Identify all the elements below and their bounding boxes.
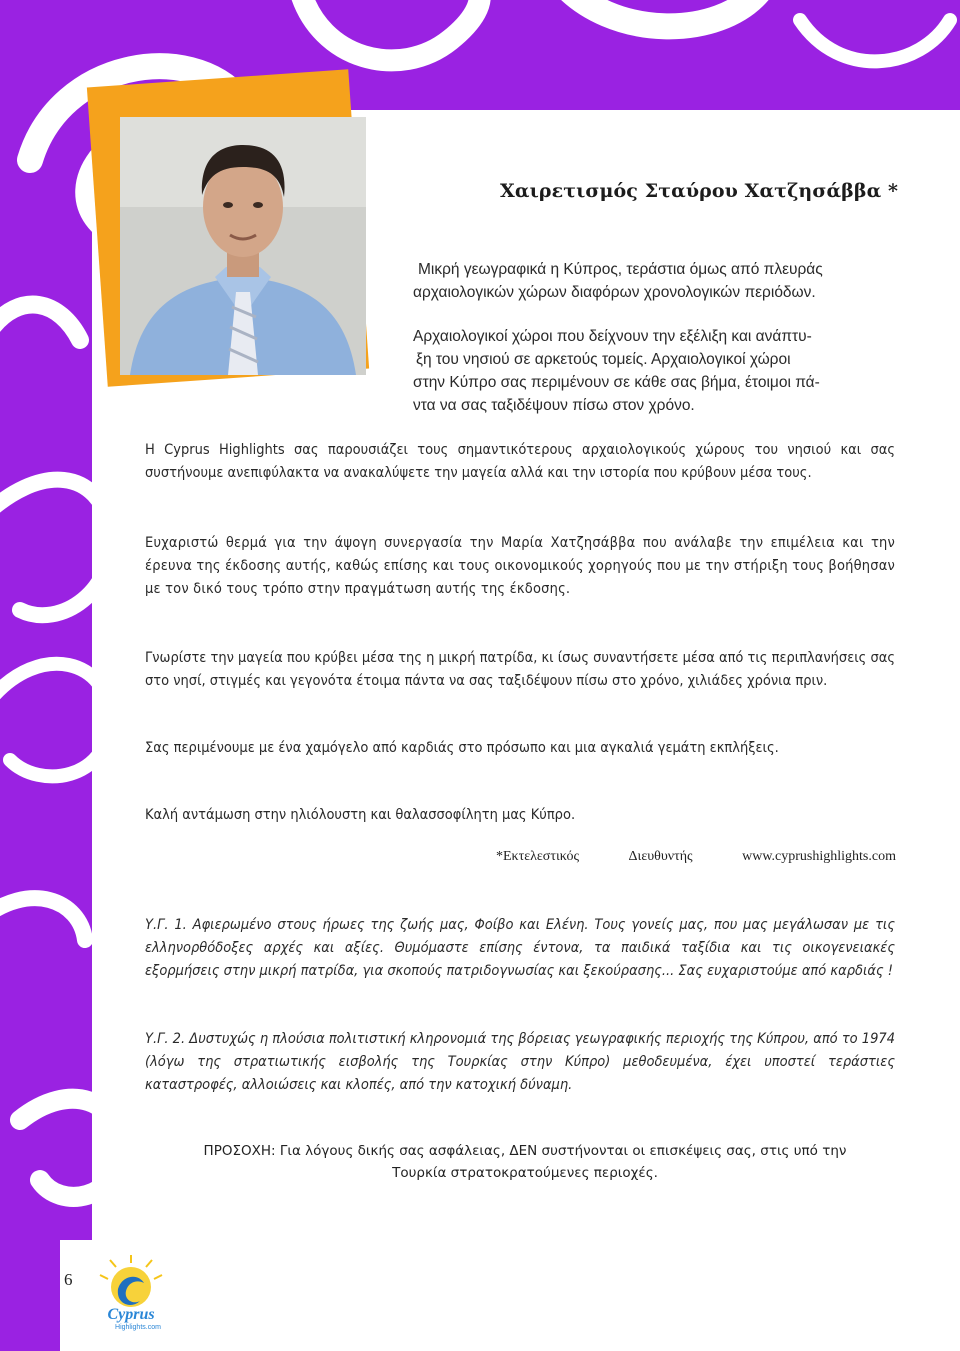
intro-line: Αρχαιολογικοί χώροι που δείχνουν την εξέλιξη και ανάπτυ- (413, 328, 812, 345)
signature (496, 849, 896, 865)
paragraph-farewell: Καλή αντάμωση στην ηλιόλουστη και θαλασσοφίλητη μας Κύπρο. (145, 807, 576, 823)
paragraph-thanks: Ευχαριστώ θερμά για την άψογη συνεργασία την Μαρία Χατζησάββα που ανάλαβε την επιμέλεια και την έρευνα της έκδοσης αυτής, καθώς επίσης και τους οικονομικούς χορηγούς που με την στήριξη τους βοήθησαν με τον δικό τους τρόπο στην πραγμάτωση αυτής της έκδοσης. (145, 535, 895, 597)
intro-line: στην Κύπρο σας περιμένουν σε κάθε σας βήμα, έτοιμοι πά- (413, 374, 820, 391)
warning-line: Τουρκία στρατοκρατούμενες περιοχές. (392, 1165, 658, 1181)
cyprus-highlights-logo (86, 1255, 176, 1335)
signature-role: *Εκτελεστικός (496, 849, 580, 864)
intro-line: αρχαιολογικών χώρων διαφόρων χρονολογικών περιόδων. (413, 284, 816, 301)
postscript-2: Υ.Γ. 2. Δυστυχώς η πλούσια πολιτιστική κληρονομιά της βόρειας γεωγραφικής περιοχής της Κύπρου, από το 1974 (λόγω της στρατιωτικής εισβολής της Τουρκίας στην Κύπρο) μεθοδευμένα, έχει υποστεί τεράστιες καταστροφές, αλλοιώσεις και κλοπές, από την κατοχική δύναμη. (145, 1031, 895, 1093)
page-title: Χαιρετισμός Σταύρου Χατζησάββα * (500, 180, 899, 202)
intro-line: ντα να σας ταξιδέψουν πίσω στον χρόνο. (413, 397, 695, 414)
paragraph-discover: Γνωρίστε την μαγεία που κρύβει μέσα της η μικρή πατρίδα, κι ίσως συναντήσετε μέσα από τις περιπλανήσεις σας στο νησί, στιγμές και γεγονότα έτοιμα πάντα να σας ταξιδέψουν πίσω στο χρόνο, χιλιάδες χρόνια πριν. (145, 650, 895, 689)
paragraph-highlights: Η Cyprus Highlights σας παρουσιάζει τους σημαντικότερους αρχαιολογικούς χώρους του νησιού και σας συστήνουμε ανεπιφύλακτα να ανακαλύψετε την μαγεία αλλά και την ιστορία που κρύβουν μέσα τους. (145, 442, 895, 481)
paragraph-welcome: Σας περιμένουμε με ένα χαμόγελο από καρδιάς στο πρόσωπο και μια αγκαλιά γεμάτη εκπλήξεις. (145, 740, 779, 756)
signature-website[interactable]: www.cyprushighlights.com (742, 849, 896, 864)
postscript-1: Υ.Γ. 1. Αφιερωμένο στους ήρωες της ζωής μας, Φοίβο και Ελένη. Τους γονείς μας, που μας μεγάλωσαν με τις ελληνορθόδοξες αρχές και αξίες. Θυμόμαστε επίσης έντονα, τα παιδικά ταξίδια και τις οικογενειακές εξορμήσεις στην μικρή πατρίδα, για σκοπούς πατριδογνωσίας και ξεκούρασης... Σας ευχαριστούμε από καρδιάς ! (145, 917, 895, 979)
page-number: 6 (64, 1270, 73, 1289)
logo-text: Cyprus (107, 1306, 155, 1323)
portrait-photo (120, 117, 366, 375)
intro-line: ξη του νησιού σε αρκετούς τομείς. Αρχαιολογικοί χώροι (416, 351, 791, 368)
warning-line: ΠΡΟΣΟΧΗ: Για λόγους δικής σας ασφάλειας, ΔΕΝ συστήνονται οι επισκέψεις σας, στις υπό την (203, 1143, 847, 1159)
intro-line: Μικρή γεωγραφικά η Κύπρος, τεράστια όμως από πλευράς (418, 261, 823, 278)
logo-subtext: Highlights.com (115, 1324, 161, 1331)
signature-role: Διευθυντής (628, 849, 693, 864)
warning-note (150, 1140, 900, 1184)
